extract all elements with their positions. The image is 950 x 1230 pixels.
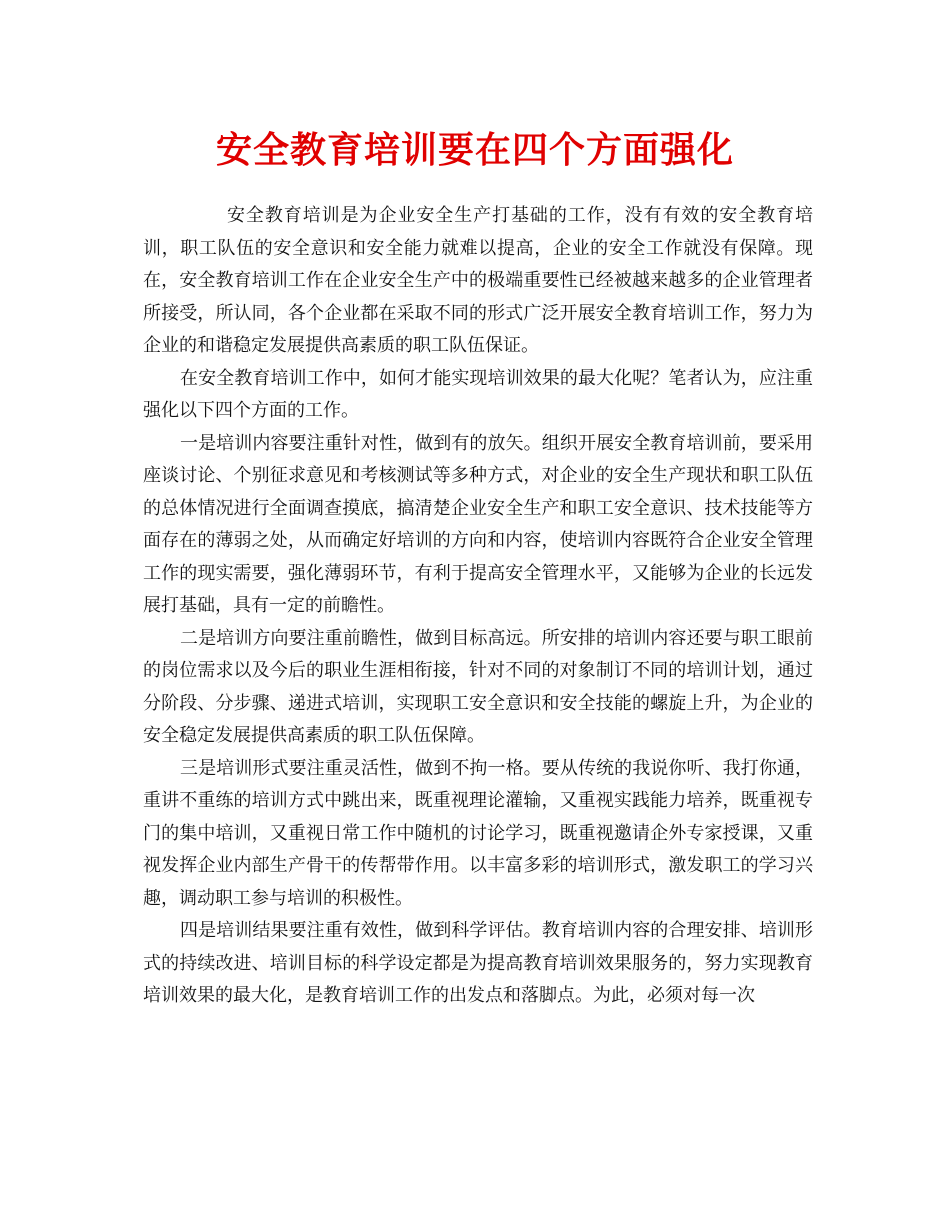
paragraph-point-one: 一是培训内容要注重针对性，做到有的放矢。组织开展安全教育培训前，要采用座谈讨论、个别征求意见和考核测试等多种方式，对企业的安全生产现状和职工队伍的总体情况进行全面调查摸底，搞清楚企业安全生产和职工安全意识、技术技能等方面存在的薄弱之处，从而确定好培训的方向和内容，使培训内容既符合企业安全管理工作的现实需要，强化薄弱环节，有利于提高安全管理水平，又能够为企业的长远发展打基础，具有一定的前瞻性。 — [143, 432, 813, 616]
document-body — [143, 200, 813, 1013]
paragraph-point-two: 二是培训方向要注重前瞻性，做到目标高远。所安排的培训内容还要与职工眼前的岗位需求以及今后的职业生涯相衔接，针对不同的对象制订不同的培训计划，通过分阶段、分步骤、递进式培训，实现职工安全意识和安全技能的螺旋上升，为企业的安全稳定发展提供高素质的职工队伍保障。 — [143, 627, 813, 746]
paragraph-point-four: 四是培训结果要注重有效性，做到科学评估。教育培训内容的合理安排、培训形式的持续改进、培训目标的科学设定都是为提高教育培训效果服务的，努力实现教育培训效果的最大化，是教育培训工作的出发点和落脚点。为此，必须对每一次 — [143, 920, 813, 1006]
paragraph-intro: 安全教育培训是为企业安全生产打基础的工作，没有有效的安全教育培训，职工队伍的安全意识和安全能力就难以提高，企业的安全工作就没有保障。现在，安全教育培训工作在企业安全生产中的极端重要性已经被越来越多的企业管理者所接受，所认同，各个企业都在采取不同的形式广泛开展安全教育培训工作，努力为企业的和谐稳定发展提供高素质的职工队伍保证。 — [143, 205, 813, 356]
paragraph-question: 在安全教育培训工作中，如何才能实现培训效果的最大化呢？笔者认为，应注重强化以下四个方面的工作。 — [143, 367, 813, 421]
document-title: 安全教育培训要在四个方面强化 — [215, 129, 734, 171]
paragraph-point-three: 三是培训形式要注重灵活性，做到不拘一格。要从传统的我说你听、我打你通，重讲不重练的培训方式中跳出来，既重视理论灌输，又重视实践能力培养，既重视专门的集中培训，又重视日常工作中随机的讨论学习，既重视邀请企外专家授课，又重视发挥企业内部生产骨干的传帮带作用。以丰富多彩的培训形式，激发职工的学习兴趣，调动职工参与培训的积极性。 — [143, 757, 813, 909]
